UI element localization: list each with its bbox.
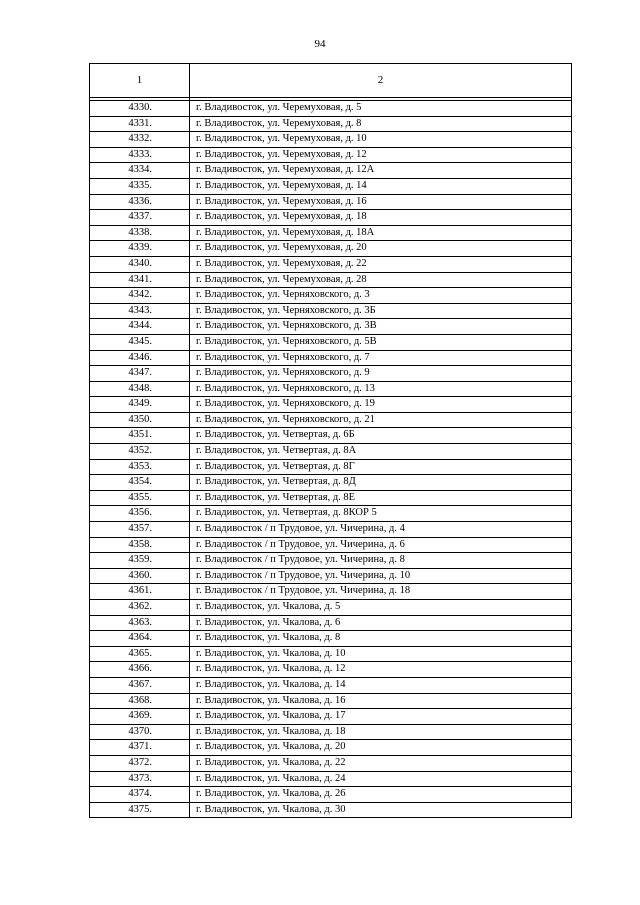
row-number-cell: 4335. bbox=[90, 178, 190, 194]
row-number-cell: 4353. bbox=[90, 459, 190, 475]
address-cell: г. Владивосток, ул. Чкалова, д. 12 bbox=[190, 662, 572, 678]
table-row bbox=[90, 116, 572, 132]
row-number-cell: 4354. bbox=[90, 475, 190, 491]
row-number-cell: 4341. bbox=[90, 272, 190, 288]
row-number-cell: 4355. bbox=[90, 490, 190, 506]
table-row bbox=[90, 553, 572, 569]
address-cell: г. Владивосток, ул. Чкалова, д. 26 bbox=[190, 787, 572, 803]
address-cell: г. Владивосток, ул. Черемуховая, д. 22 bbox=[190, 256, 572, 272]
table-row bbox=[90, 366, 572, 382]
table-row bbox=[90, 600, 572, 616]
row-number-cell: 4351. bbox=[90, 428, 190, 444]
row-number-cell: 4369. bbox=[90, 709, 190, 725]
address-cell: г. Владивосток, ул. Чкалова, д. 30 bbox=[190, 802, 572, 818]
table-row bbox=[90, 334, 572, 350]
table-row bbox=[90, 147, 572, 163]
row-number-cell: 4375. bbox=[90, 802, 190, 818]
address-cell: г. Владивосток, ул. Четвертая, д. 8Г bbox=[190, 459, 572, 475]
table-row bbox=[90, 241, 572, 257]
table-row bbox=[90, 615, 572, 631]
address-cell: г. Владивосток, ул. Четвертая, д. 8КОР 5 bbox=[190, 506, 572, 522]
address-cell: г. Владивосток, ул. Черняховского, д. 9 bbox=[190, 366, 572, 382]
address-cell: г. Владивосток, ул. Чкалова, д. 6 bbox=[190, 615, 572, 631]
row-number-cell: 4352. bbox=[90, 444, 190, 460]
row-number-cell: 4356. bbox=[90, 506, 190, 522]
address-cell: г. Владивосток, ул. Чкалова, д. 17 bbox=[190, 709, 572, 725]
row-number-cell: 4339. bbox=[90, 241, 190, 257]
address-cell: г. Владивосток, ул. Черемуховая, д. 5 bbox=[190, 101, 572, 117]
table-row bbox=[90, 662, 572, 678]
address-cell: г. Владивосток, ул. Черняховского, д. 19 bbox=[190, 397, 572, 413]
table-row bbox=[90, 568, 572, 584]
address-cell: г. Владивосток, ул. Черемуховая, д. 14 bbox=[190, 178, 572, 194]
row-number-cell: 4348. bbox=[90, 381, 190, 397]
address-cell: г. Владивосток, ул. Четвертая, д. 6Б bbox=[190, 428, 572, 444]
table-row bbox=[90, 459, 572, 475]
table-row bbox=[90, 288, 572, 304]
row-number-cell: 4362. bbox=[90, 600, 190, 616]
address-cell: г. Владивосток, ул. Черемуховая, д. 18 bbox=[190, 210, 572, 226]
table-row bbox=[90, 522, 572, 538]
column-header-address: 2 bbox=[190, 64, 572, 98]
address-cell: г. Владивосток, ул. Черемуховая, д. 16 bbox=[190, 194, 572, 210]
row-number-cell: 4358. bbox=[90, 537, 190, 553]
address-cell: г. Владивосток, ул. Четвертая, д. 8Е bbox=[190, 490, 572, 506]
row-number-cell: 4338. bbox=[90, 225, 190, 241]
address-cell: г. Владивосток, ул. Чкалова, д. 22 bbox=[190, 755, 572, 771]
row-number-cell: 4334. bbox=[90, 163, 190, 179]
table-row bbox=[90, 631, 572, 647]
row-number-cell: 4343. bbox=[90, 303, 190, 319]
address-cell: г. Владивосток / п Трудовое, ул. Чичерина, д. 8 bbox=[190, 553, 572, 569]
row-number-cell: 4350. bbox=[90, 412, 190, 428]
address-cell: г. Владивосток, ул. Чкалова, д. 8 bbox=[190, 631, 572, 647]
address-cell: г. Владивосток / п Трудовое, ул. Чичерина, д. 18 bbox=[190, 584, 572, 600]
address-cell: г. Владивосток, ул. Чкалова, д. 16 bbox=[190, 693, 572, 709]
address-cell: г. Владивосток, ул. Черняховского, д. 13 bbox=[190, 381, 572, 397]
row-number-cell: 4330. bbox=[90, 101, 190, 117]
address-cell: г. Владивосток, ул. Черемуховая, д. 12 bbox=[190, 147, 572, 163]
row-number-cell: 4346. bbox=[90, 350, 190, 366]
row-number-cell: 4366. bbox=[90, 662, 190, 678]
page-number: 94 bbox=[314, 38, 326, 50]
address-cell: г. Владивосток, ул. Черняховского, д. 3 bbox=[190, 288, 572, 304]
row-number-cell: 4357. bbox=[90, 522, 190, 538]
row-number-cell: 4342. bbox=[90, 288, 190, 304]
row-number-cell: 4371. bbox=[90, 740, 190, 756]
table-row bbox=[90, 428, 572, 444]
address-cell: г. Владивосток, ул. Черемуховая, д. 18А bbox=[190, 225, 572, 241]
table-row bbox=[90, 740, 572, 756]
address-cell: г. Владивосток, ул. Черемуховая, д. 10 bbox=[190, 132, 572, 148]
table-row bbox=[90, 506, 572, 522]
table-row bbox=[90, 101, 572, 117]
address-cell: г. Владивосток, ул. Чкалова, д. 5 bbox=[190, 600, 572, 616]
row-number-cell: 4333. bbox=[90, 147, 190, 163]
row-number-cell: 4368. bbox=[90, 693, 190, 709]
address-cell: г. Владивосток, ул. Четвертая, д. 8Д bbox=[190, 475, 572, 491]
table-row bbox=[90, 677, 572, 693]
table-row bbox=[90, 490, 572, 506]
table-row bbox=[90, 303, 572, 319]
table-row bbox=[90, 397, 572, 413]
table-row bbox=[90, 163, 572, 179]
table-row bbox=[90, 319, 572, 335]
row-number-cell: 4345. bbox=[90, 334, 190, 350]
row-number-cell: 4340. bbox=[90, 256, 190, 272]
table-row bbox=[90, 787, 572, 803]
table-row bbox=[90, 210, 572, 226]
table-row bbox=[90, 709, 572, 725]
address-cell: г. Владивосток / п Трудовое, ул. Чичерина, д. 10 bbox=[190, 568, 572, 584]
table-row bbox=[90, 412, 572, 428]
row-number-cell: 4372. bbox=[90, 755, 190, 771]
address-cell: г. Владивосток, ул. Четвертая, д. 8А bbox=[190, 444, 572, 460]
address-cell: г. Владивосток, ул. Черемуховая, д. 20 bbox=[190, 241, 572, 257]
address-cell: г. Владивосток / п Трудовое, ул. Чичерина, д. 6 bbox=[190, 537, 572, 553]
address-cell: г. Владивосток, ул. Черняховского, д. 21 bbox=[190, 412, 572, 428]
row-number-cell: 4337. bbox=[90, 210, 190, 226]
row-number-cell: 4349. bbox=[90, 397, 190, 413]
address-cell: г. Владивосток, ул. Чкалова, д. 14 bbox=[190, 677, 572, 693]
table-row bbox=[90, 225, 572, 241]
table-row bbox=[90, 444, 572, 460]
table-row bbox=[90, 755, 572, 771]
table-row bbox=[90, 132, 572, 148]
row-number-cell: 4336. bbox=[90, 194, 190, 210]
table-row bbox=[90, 256, 572, 272]
address-table-body bbox=[90, 64, 572, 818]
address-cell: г. Владивосток, ул. Черемуховая, д. 8 bbox=[190, 116, 572, 132]
table-row bbox=[90, 178, 572, 194]
row-number-cell: 4363. bbox=[90, 615, 190, 631]
table-row bbox=[90, 272, 572, 288]
row-number-cell: 4331. bbox=[90, 116, 190, 132]
address-cell: г. Владивосток, ул. Черняховского, д. 3Б bbox=[190, 303, 572, 319]
table-row bbox=[90, 584, 572, 600]
address-cell: г. Владивосток, ул. Черняховского, д. 5В bbox=[190, 334, 572, 350]
address-cell: г. Владивосток, ул. Черняховского, д. 7 bbox=[190, 350, 572, 366]
table-row bbox=[90, 802, 572, 818]
row-number-cell: 4359. bbox=[90, 553, 190, 569]
table-row bbox=[90, 771, 572, 787]
address-cell: г. Владивосток, ул. Чкалова, д. 18 bbox=[190, 724, 572, 740]
row-number-cell: 4373. bbox=[90, 771, 190, 787]
table-row bbox=[90, 724, 572, 740]
address-cell: г. Владивосток, ул. Черемуховая, д. 28 bbox=[190, 272, 572, 288]
row-number-cell: 4344. bbox=[90, 319, 190, 335]
row-number-cell: 4332. bbox=[90, 132, 190, 148]
table-header-row bbox=[90, 64, 572, 98]
row-number-cell: 4370. bbox=[90, 724, 190, 740]
column-header-number: 1 bbox=[90, 64, 190, 98]
address-cell: г. Владивосток / п Трудовое, ул. Чичерина, д. 4 bbox=[190, 522, 572, 538]
address-table bbox=[89, 63, 572, 818]
row-number-cell: 4367. bbox=[90, 677, 190, 693]
row-number-cell: 4360. bbox=[90, 568, 190, 584]
table-row bbox=[90, 475, 572, 491]
address-cell: г. Владивосток, ул. Чкалова, д. 10 bbox=[190, 646, 572, 662]
table-row bbox=[90, 381, 572, 397]
address-cell: г. Владивосток, ул. Чкалова, д. 24 bbox=[190, 771, 572, 787]
row-number-cell: 4347. bbox=[90, 366, 190, 382]
table-row bbox=[90, 537, 572, 553]
address-cell: г. Владивосток, ул. Черняховского, д. 3В bbox=[190, 319, 572, 335]
address-cell: г. Владивосток, ул. Черемуховая, д. 12А bbox=[190, 163, 572, 179]
row-number-cell: 4361. bbox=[90, 584, 190, 600]
row-number-cell: 4364. bbox=[90, 631, 190, 647]
table-row bbox=[90, 646, 572, 662]
table-row bbox=[90, 194, 572, 210]
table-row bbox=[90, 350, 572, 366]
row-number-cell: 4374. bbox=[90, 787, 190, 803]
row-number-cell: 4365. bbox=[90, 646, 190, 662]
address-cell: г. Владивосток, ул. Чкалова, д. 20 bbox=[190, 740, 572, 756]
table-row bbox=[90, 693, 572, 709]
